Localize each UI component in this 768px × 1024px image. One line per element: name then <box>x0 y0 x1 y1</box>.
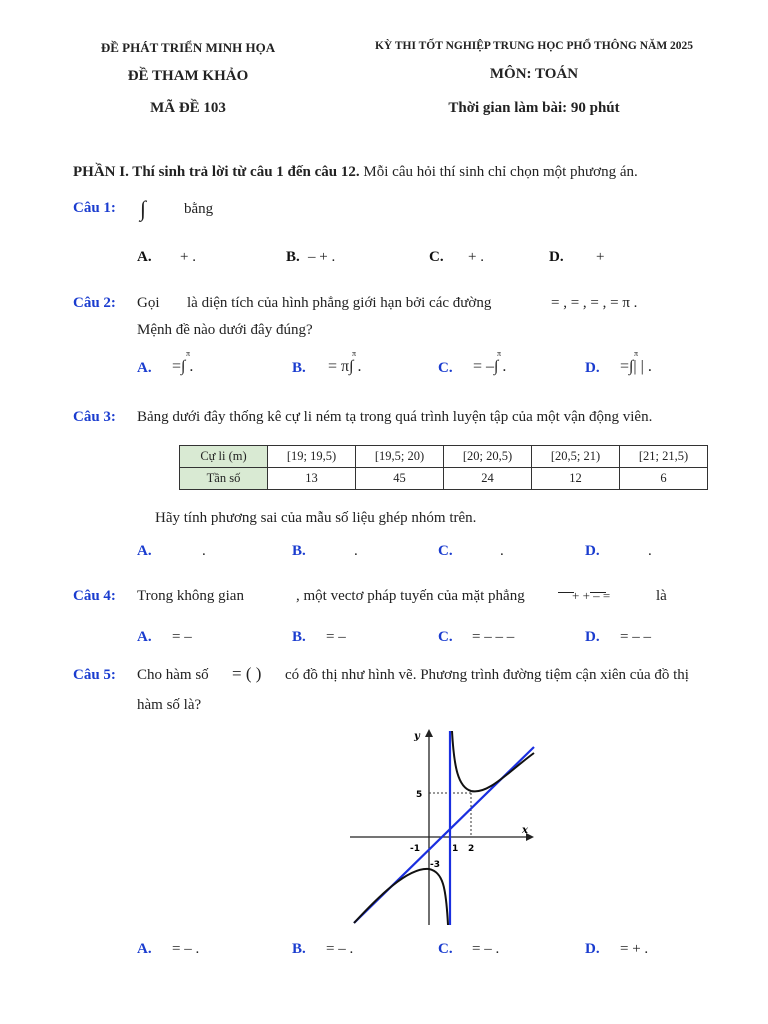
q5-text-a: Cho hàm số <box>137 667 209 683</box>
q2-text-line2: Mệnh đề nào dưới đây đúng? <box>137 322 313 338</box>
q4-option-a-body: = – <box>172 629 192 645</box>
q2-text-b: là diện tích của hình phẳng giới hạn bởi các đường <box>187 295 492 311</box>
q4-option-b-body: = – <box>326 629 346 645</box>
q2-text-a: Gọi <box>137 295 160 311</box>
y-axis-arrow <box>425 729 433 737</box>
q3-option-b-dot: . <box>354 543 358 559</box>
tick-label-neg1: -1 <box>410 844 420 854</box>
table-cell: Cự li (m) <box>180 446 268 468</box>
q2-option-c-body: = –∫ . <box>473 358 507 375</box>
q4-option-c[interactable]: C. <box>438 629 453 645</box>
q3-label: Câu 3: <box>73 409 116 425</box>
q3-option-d[interactable]: D. <box>585 543 600 559</box>
q3-question: Hãy tính phương sai của mẫu số liệu ghép nhóm trên. <box>155 510 477 526</box>
q4-option-d[interactable]: D. <box>585 629 600 645</box>
q4-option-a[interactable]: A. <box>137 629 152 645</box>
tick-label-neg3: -3 <box>430 860 440 870</box>
q4-text-a: Trong không gian <box>137 588 244 604</box>
q5-text-c: có đồ thị như hình vẽ. Phương trình đường tiệm cận xiên của đồ thị <box>285 667 689 683</box>
q2-option-a[interactable]: A. <box>137 360 152 376</box>
q3-option-b[interactable]: B. <box>292 543 306 559</box>
q5-option-c[interactable]: C. <box>438 941 453 957</box>
table-cell: 24 <box>444 468 532 490</box>
header-left-line3: MÃ ĐỀ 103 <box>150 100 226 116</box>
q2-text-c: = , = , = , = π . <box>551 295 638 311</box>
q5-text-line2: hàm số là? <box>137 697 202 713</box>
q2-option-a-body: =∫ . <box>172 358 194 375</box>
tick-label-2: 2 <box>468 844 475 854</box>
q3-option-a[interactable]: A. <box>137 543 152 559</box>
table-cell: [19; 19,5) <box>268 446 356 468</box>
q5-option-c-body: = – . <box>472 941 500 957</box>
q4-text-b: , một vectơ pháp tuyến của mặt phẳng <box>296 588 525 604</box>
table-cell: [19,5; 20) <box>356 446 444 468</box>
q5-option-d-body: = + . <box>620 941 649 957</box>
q1-option-a-body: + . <box>180 249 196 265</box>
header-right-line2: MÔN: TOÁN <box>489 66 579 82</box>
table-cell: 45 <box>356 468 444 490</box>
q3-option-a-dot: . <box>202 543 206 559</box>
q5-option-b-body: = – . <box>326 941 354 957</box>
q1-integral: ∫ <box>140 196 147 221</box>
q4-text-c: + + – = <box>572 588 611 603</box>
q2-option-b-pi: π <box>352 349 357 358</box>
x-axis-label: x <box>522 825 528 836</box>
q2-option-d[interactable]: D. <box>585 360 600 376</box>
header-right-line3: Thời gian làm bài: 90 phút <box>448 100 620 116</box>
table-cell: [21; 21,5) <box>620 446 708 468</box>
q3-option-d-dot: . <box>648 543 652 559</box>
header-left-line1: ĐỀ PHÁT TRIỂN MINH HỌA <box>100 40 276 55</box>
q3-option-c-dot: . <box>500 543 504 559</box>
table-cell: 12 <box>532 468 620 490</box>
header-left-line2: ĐỀ THAM KHẢO <box>127 68 249 84</box>
table-row <box>180 446 708 468</box>
q5-option-b[interactable]: B. <box>292 941 306 957</box>
table-cell: [20; 20,5) <box>444 446 532 468</box>
q2-label: Câu 2: <box>73 295 116 311</box>
q2-option-d-body: =∫| | . <box>620 358 652 375</box>
q3-option-c[interactable]: C. <box>438 543 453 559</box>
q2-option-b-body: = π∫ . <box>328 358 362 375</box>
tick-label-5: 5 <box>416 790 423 800</box>
q1-option-a[interactable]: A. <box>137 249 152 265</box>
section-title <box>73 164 638 181</box>
table-cell: 13 <box>268 468 356 490</box>
q2-option-b[interactable]: B. <box>292 360 306 376</box>
q1-option-d[interactable]: D. <box>549 249 564 265</box>
q4-label: Câu 4: <box>73 588 116 604</box>
q1-option-c[interactable]: C. <box>429 249 444 265</box>
q4-option-c-body: = – – – <box>472 629 515 645</box>
frequency-table <box>179 445 708 490</box>
header-right-line1: KỲ THI TỐT NGHIỆP TRUNG HỌC PHỔ THÔNG NĂM 2025 <box>374 40 694 52</box>
q2-option-c-pi: π <box>497 349 502 358</box>
tick-label-1: 1 <box>452 844 459 854</box>
q1-option-b[interactable]: B. <box>286 249 300 265</box>
y-axis-label: y <box>414 731 420 742</box>
table-row <box>180 468 708 490</box>
q5-label: Câu 5: <box>73 667 116 683</box>
q5-option-d[interactable]: D. <box>585 941 600 957</box>
q4-option-b[interactable]: B. <box>292 629 306 645</box>
table-cell: Tần số <box>180 468 268 490</box>
table-cell: 6 <box>620 468 708 490</box>
q2-option-d-pi: π <box>634 349 639 358</box>
q1-option-b-body: – + . <box>308 249 336 265</box>
q1-option-c-body: + . <box>468 249 484 265</box>
q4-text-d: là <box>656 588 667 604</box>
q1-option-d-body: + <box>596 249 605 265</box>
q1-text: bằng <box>184 201 214 217</box>
section-title-rest: Mỗi câu hỏi thí sinh chỉ chọn một phương án. <box>363 164 638 180</box>
q5-option-a[interactable]: A. <box>137 941 152 957</box>
curve-right-branch <box>452 731 534 791</box>
table-cell: [20,5; 21) <box>532 446 620 468</box>
q3-text: Bảng dưới đây thống kê cự li ném tạ trong quá trình luyện tập của một vận động viên. <box>137 409 653 425</box>
q5-option-a-body: = – . <box>172 941 200 957</box>
q5-text-b: = ( ) <box>232 664 262 683</box>
q2-option-a-pi: π <box>186 349 191 358</box>
q4-option-d-body: = – – <box>620 629 651 645</box>
q2-option-c[interactable]: C. <box>438 360 453 376</box>
q1-label: Câu 1: <box>73 200 116 216</box>
section-title-bold: PHẦN I. Thí sinh trả lời từ câu 1 đến câu 12. <box>73 164 360 180</box>
function-graph <box>348 727 538 927</box>
